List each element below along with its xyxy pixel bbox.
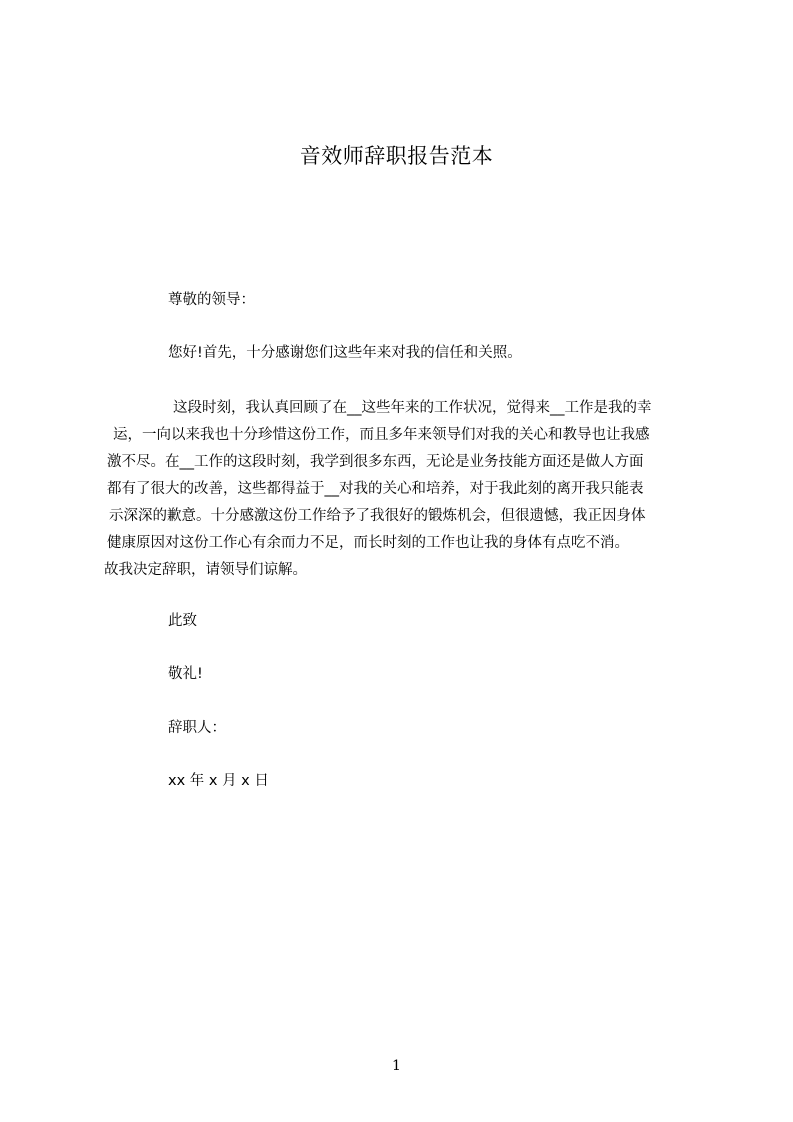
body-paragraph-line: 故我决定辞职，请领导们谅解。 xyxy=(104,562,307,578)
body-paragraph-line: 激不尽。在__工作的这段时刻，我学到很多东西，无论是业务技能方面还是做人方面 xyxy=(107,454,644,470)
body-paragraph-line: 都有了很大的改善，这些都得益于__对我的关心和培养，对于我此刻的离开我只能表 xyxy=(107,481,644,497)
salutation: 尊敬的领导： xyxy=(168,292,255,308)
page-number: 1 xyxy=(392,1058,401,1074)
body-paragraph-line: 健康原因对这份工作心有余而力不足，而长时刻的工作也让我的身体有点吃不消。 xyxy=(107,535,629,551)
signature-label: 辞职人： xyxy=(168,720,226,736)
document-title: 音效师辞职报告范本 xyxy=(299,144,494,168)
date-line: xx 年 x 月 x 日 xyxy=(168,773,269,789)
body-paragraph-line: 示深深的歉意。十分感激这份工作给予了我很好的锻炼机会，但很遗憾，我正因身体 xyxy=(109,508,646,524)
closing-salute: 敬礼! xyxy=(168,666,203,682)
greeting: 您好!首先，十分感谢您们这些年来对我的信任和关照。 xyxy=(168,345,522,361)
closing-phrase: 此致 xyxy=(168,613,197,629)
body-paragraph-line: 这段时刻，我认真回顾了在__这些年来的工作状况，觉得来__工作是我的幸 xyxy=(173,400,652,416)
body-paragraph-line: 运，一向以来我也十分珍惜这份工作，而且多年来领导们对我的关心和教导也让我感 xyxy=(113,427,650,443)
